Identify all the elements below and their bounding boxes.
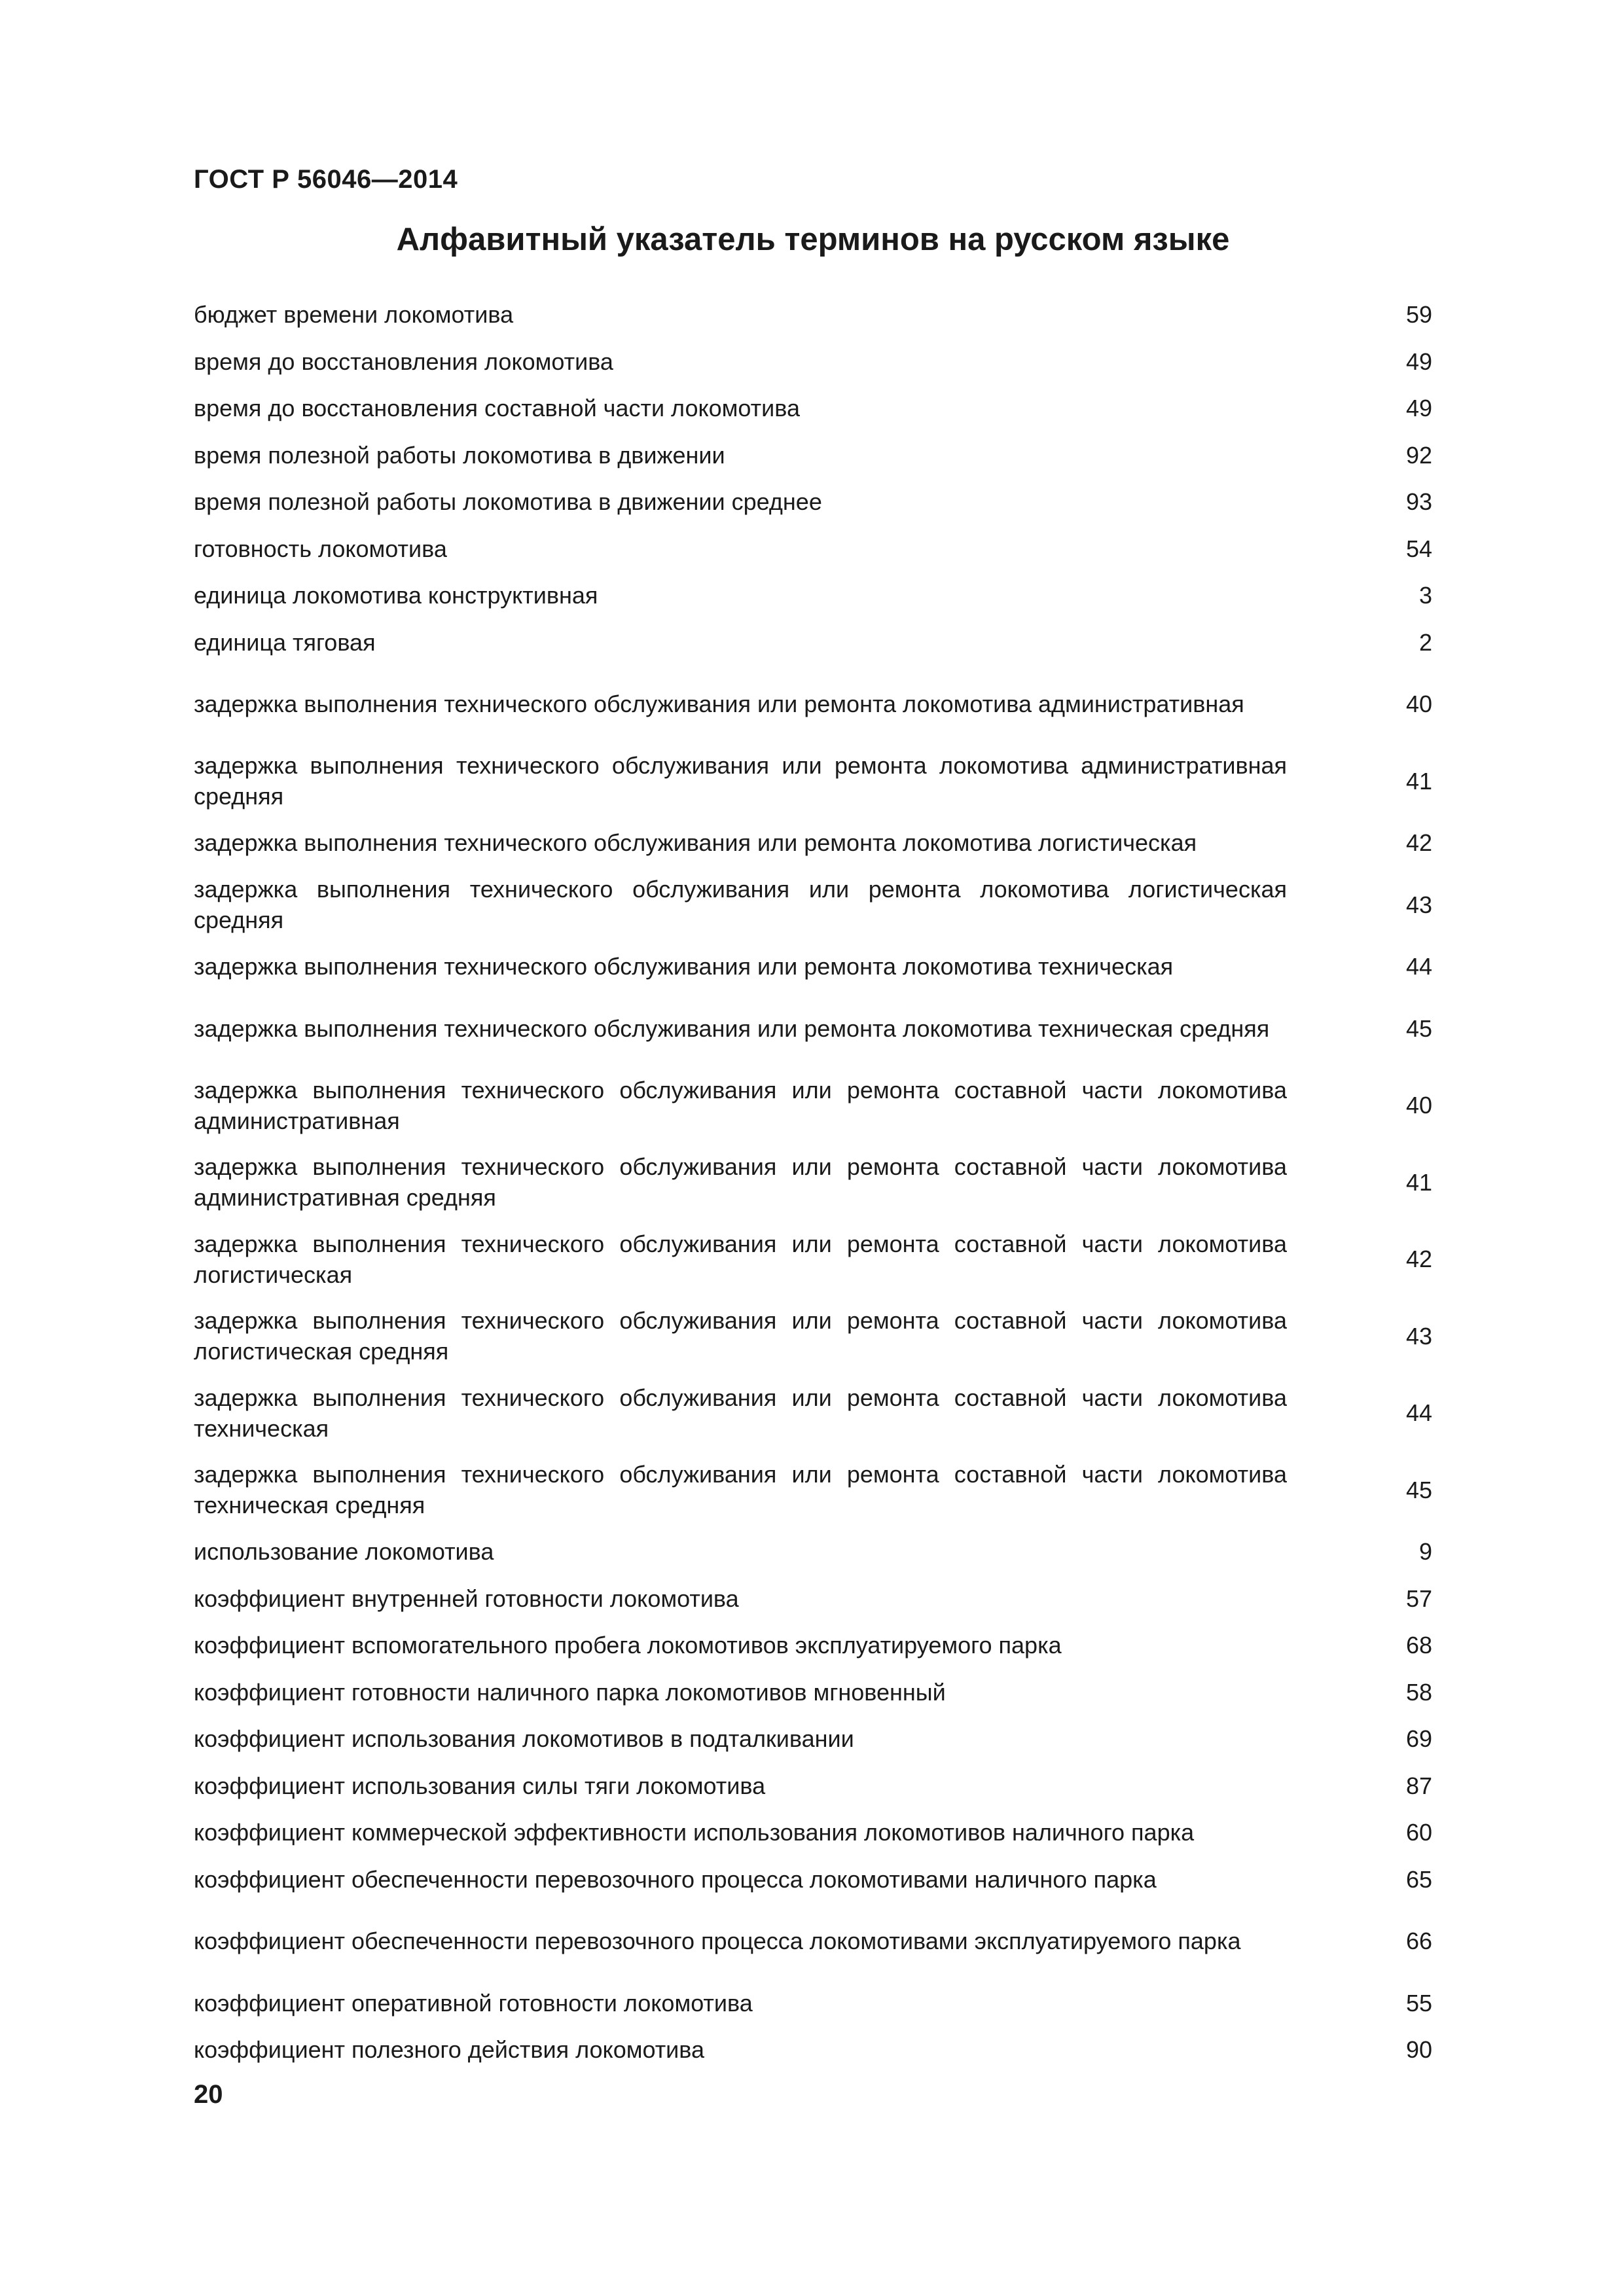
index-entry xyxy=(194,2026,1432,2073)
index-term-number: 68 xyxy=(1405,1632,1432,1659)
index-term-number: 43 xyxy=(1405,891,1432,918)
index-entry xyxy=(194,1298,1432,1375)
index-entry xyxy=(194,1715,1432,1763)
standard-id: ГОСТ Р 56046—2014 xyxy=(194,165,458,194)
index-term: коэффициент использования локомотивов в подталкивании xyxy=(194,1725,854,1753)
page-title: Алфавитный указатель терминов на русском языке xyxy=(396,222,1230,257)
index-entry xyxy=(194,1528,1432,1575)
index-term: задержка выполнения технического обслуживания или ремонта локомотива логистическая средняя xyxy=(194,876,1287,934)
term-index-list xyxy=(194,291,1432,2073)
index-term: задержка выполнения технического обслуживания или ремонта локомотива административная средняя xyxy=(194,752,1287,810)
index-term: задержка выполнения технического обслуживания или ремонта локомотива техническая xyxy=(194,953,1174,980)
index-term-number: 45 xyxy=(1405,1476,1432,1503)
index-term-number: 41 xyxy=(1405,1168,1432,1196)
index-term: задержка выполнения технического обслуживания или ремонта локомотива логистическая xyxy=(194,829,1197,857)
index-term: коэффициент вспомогательного пробега локомотивов эксплуатируемого парка xyxy=(194,1632,1062,1659)
index-term-number: 43 xyxy=(1405,1322,1432,1350)
index-term: коэффициент использования силы тяги локомотива xyxy=(194,1772,766,1799)
index-term-number: 90 xyxy=(1405,2036,1432,2064)
index-term: единица локомотива конструктивная xyxy=(194,582,598,609)
index-term-number: 93 xyxy=(1405,488,1432,516)
index-entry xyxy=(194,1067,1432,1144)
index-term-number: 41 xyxy=(1405,767,1432,795)
index-term: задержка выполнения технического обслуживания или ремонта локомотива техническая средняя xyxy=(194,1014,1270,1042)
index-term: задержка выполнения технического обслуживания или ремонта составной части локомотива логистическая xyxy=(194,1230,1287,1288)
index-term-number: 92 xyxy=(1405,441,1432,469)
index-entry xyxy=(194,1221,1432,1298)
index-term: время до восстановления локомотива xyxy=(194,348,613,375)
index-term-number: 54 xyxy=(1405,535,1432,562)
index-term-number: 40 xyxy=(1405,1092,1432,1119)
index-term-number: 9 xyxy=(1418,1538,1432,1566)
index-entry xyxy=(194,1669,1432,1716)
index-entry xyxy=(194,338,1432,386)
index-term: коэффициент обеспеченности перевозочного процесса локомотивами наличного парка xyxy=(194,1865,1157,1893)
index-term-number: 55 xyxy=(1405,1989,1432,2017)
index-term-number: 2 xyxy=(1418,628,1432,656)
index-term-number: 45 xyxy=(1405,1014,1432,1042)
index-term: бюджет времени локомотива xyxy=(194,301,514,329)
index-entry xyxy=(194,572,1432,619)
index-term-number: 40 xyxy=(1405,691,1432,718)
index-term: задержка выполнения технического обслуживания или ремонта составной части локомотива административная xyxy=(194,1076,1287,1134)
index-term-number: 49 xyxy=(1405,348,1432,375)
index-term-number: 49 xyxy=(1405,395,1432,422)
index-term: коэффициент полезного действия локомотива xyxy=(194,2036,705,2064)
index-term: задержка выполнения технического обслуживания или ремонта составной части локомотива административная средняя xyxy=(194,1153,1287,1211)
index-entry xyxy=(194,1809,1432,1856)
index-term-number: 44 xyxy=(1405,1399,1432,1427)
index-entry xyxy=(194,1622,1432,1669)
index-entry xyxy=(194,743,1432,820)
index-term: время до восстановления составной части локомотива xyxy=(194,395,800,422)
index-term: коэффициент готовности наличного парка локомотивов мгновенный xyxy=(194,1678,946,1706)
index-entry xyxy=(194,1856,1432,1903)
index-term: задержка выполнения технического обслуживания или ремонта локомотива административная xyxy=(194,691,1244,718)
index-term-number: 60 xyxy=(1405,1819,1432,1846)
index-entry xyxy=(194,1144,1432,1221)
index-entry xyxy=(194,1575,1432,1623)
index-term-number: 42 xyxy=(1405,829,1432,857)
index-term: задержка выполнения технического обслуживания или ремонта составной части локомотива техническая средняя xyxy=(194,1461,1287,1519)
index-term-number: 65 xyxy=(1405,1865,1432,1893)
index-entry xyxy=(194,478,1432,526)
index-term-number: 44 xyxy=(1405,953,1432,980)
index-entry xyxy=(194,1374,1432,1452)
page-number: 20 xyxy=(194,2080,223,2109)
index-term-number: 59 xyxy=(1405,301,1432,329)
index-entry xyxy=(194,943,1432,990)
index-entry xyxy=(194,1763,1432,1810)
index-entry xyxy=(194,990,1432,1067)
index-term: задержка выполнения технического обслуживания или ремонта составной части локомотива логистическая средняя xyxy=(194,1307,1287,1365)
index-term-number: 3 xyxy=(1418,582,1432,609)
index-entry xyxy=(194,666,1432,743)
index-term: использование локомотива xyxy=(194,1538,494,1566)
index-term: коэффициент обеспеченности перевозочного процесса локомотивами эксплуатируемого парка xyxy=(194,1928,1241,1955)
index-term-number: 66 xyxy=(1405,1928,1432,1955)
index-term: коэффициент внутренней готовности локомотива xyxy=(194,1585,739,1612)
index-term: время полезной работы локомотива в движении xyxy=(194,441,725,469)
index-term-number: 58 xyxy=(1405,1678,1432,1706)
index-entry xyxy=(194,291,1432,338)
index-entry xyxy=(194,432,1432,479)
index-entry xyxy=(194,867,1432,944)
index-term: коэффициент оперативной готовности локомотива xyxy=(194,1989,753,2017)
index-entry xyxy=(194,526,1432,573)
index-term: коэффициент коммерческой эффективности использования локомотивов наличного парка xyxy=(194,1819,1195,1846)
index-term: единица тяговая xyxy=(194,628,376,656)
index-term-number: 69 xyxy=(1405,1725,1432,1753)
index-entry xyxy=(194,819,1432,867)
index-entry xyxy=(194,1980,1432,2027)
index-term: готовность локомотива xyxy=(194,535,447,562)
index-term: задержка выполнения технического обслуживания или ремонта составной части локомотива техническая xyxy=(194,1384,1287,1442)
index-term-number: 42 xyxy=(1405,1246,1432,1273)
index-term-number: 57 xyxy=(1405,1585,1432,1612)
index-entry xyxy=(194,385,1432,432)
index-entry xyxy=(194,1903,1432,1980)
index-term-number: 87 xyxy=(1405,1772,1432,1799)
index-term: время полезной работы локомотива в движении среднее xyxy=(194,488,822,516)
index-entry xyxy=(194,619,1432,666)
index-entry xyxy=(194,1452,1432,1529)
